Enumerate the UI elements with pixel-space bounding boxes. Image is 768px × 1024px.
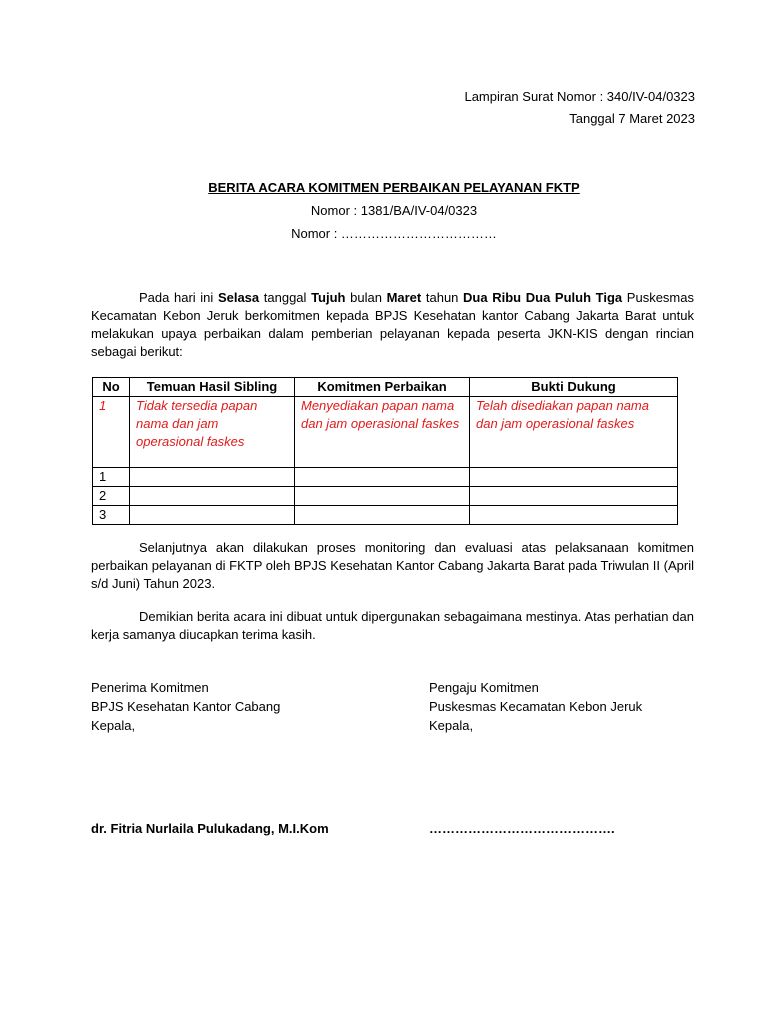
column-header-commitment: Komitmen Perbaikan [295,378,470,397]
signature-block-proposer [429,678,642,735]
table-cell: Telah disediakan papan nama dan jam operasional faskes [470,397,678,468]
signature-role: Penerima Komitmen [91,680,209,695]
table-cell: Menyediakan papan nama dan jam operasional faskes [295,397,470,468]
text-run: bulan [345,290,387,305]
table-cell [130,506,295,525]
table-cell [130,487,295,506]
table-row [93,506,678,525]
month-value: Maret [386,290,422,305]
table-row [93,397,678,468]
monitoring-paragraph [91,539,694,593]
table-header-row [93,378,678,397]
table-cell [130,468,295,487]
signature-organization: BPJS Kesehatan Kantor Cabang [91,699,281,714]
column-header-no: No [93,378,130,397]
text-run: Puskesmas Kecamatan Kebon Jeruk berkomitmen kepada BPJS Kesehatan kantor Cabang Jakarta Barat untuk melakukan upaya perbaikan dalam pemberian pelayanan kepada peserta JKN-KIS dengan rincian sebagai berikut: [91,290,694,359]
signature-organization: Puskesmas Kecamatan Kebon Jeruk [429,699,643,714]
text-run: Pada hari ini [139,290,218,305]
table-cell: 3 [93,506,130,525]
table-row [93,487,678,506]
table-cell [470,487,678,506]
column-header-evidence: Bukti Dukung [470,378,678,397]
day-value: Selasa [217,290,260,305]
text-run: tanggal [259,290,312,305]
text-run: Selanjutnya akan dilakukan proses monitoring dan evaluasi atas pelaksanaan komitmen perbaikan pelayanan di FKTP oleh BPJS Kesehatan Kantor Cabang Jakarta Barat pada Triwulan II (April s/d Juni) Tahun 2023. [91,540,694,591]
signature-title: Kepala, [429,718,474,733]
column-header-findings: Temuan Hasil Sibling [130,378,295,397]
document-number: Nomor : 1381/BA/IV-04/0323 [310,203,478,218]
table-cell [295,468,470,487]
year-value: Dua Ribu Dua Puluh Tiga [463,290,623,305]
attachment-date: Tanggal 7 Maret 2023 [569,111,695,126]
table-cell: 1 [93,397,130,468]
document-title: BERITA ACARA KOMITMEN PERBAIKAN PELAYANAN FKTP [208,180,580,195]
date-value: Tujuh [311,290,346,305]
table-cell: 1 [93,468,130,487]
document-number-blank: Nomor : ……………………………… [291,226,497,241]
table-cell: Tidak tersedia papan nama dan jam operasional faskes [130,397,295,468]
signature-title: Kepala, [91,718,136,733]
signatory-name-recipient: dr. Fitria Nurlaila Pulukadang, M.I.Kom [91,821,329,836]
table-cell [295,487,470,506]
table-cell: 2 [93,487,130,506]
attachment-reference: Lampiran Surat Nomor : 340/IV-04/0323 [464,89,695,104]
text-run: Demikian berita acara ini dibuat untuk dipergunakan sebagaimana mestinya. Atas perhatian dan kerja samanya diucapkan terima kasih. [91,609,694,642]
text-run: tahun [421,290,464,305]
signatory-name-proposer-blank: ……………………………………. [429,821,615,836]
closing-paragraph [91,608,694,644]
commitment-table [92,377,678,525]
signature-block-recipient [91,678,280,735]
table-cell [295,506,470,525]
table-cell [470,506,678,525]
table-cell [470,468,678,487]
signature-role: Pengaju Komitmen [429,680,539,695]
table-row [93,468,678,487]
opening-paragraph [91,289,694,361]
